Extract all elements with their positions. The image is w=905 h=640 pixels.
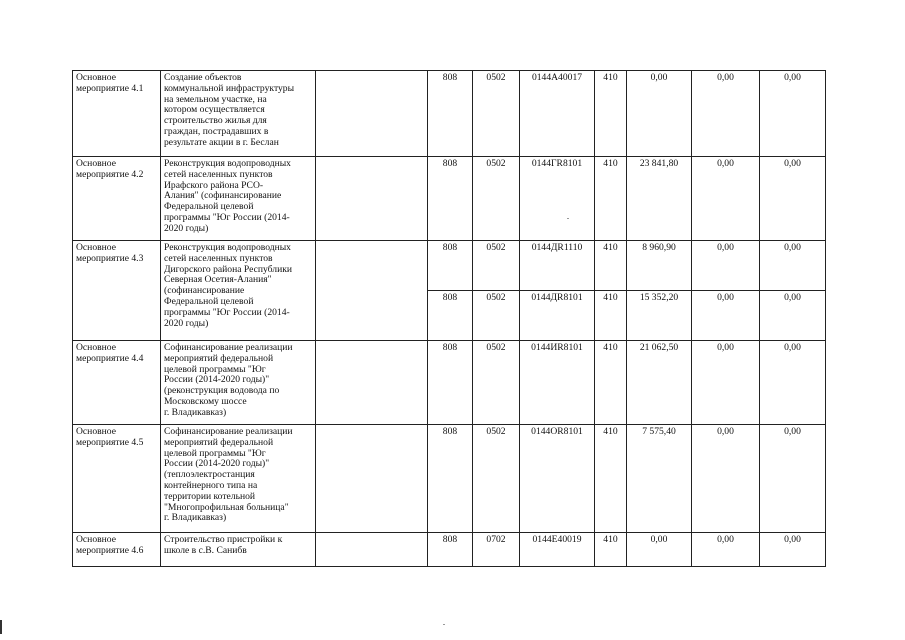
empty-cell bbox=[316, 425, 428, 533]
empty-cell bbox=[316, 71, 428, 157]
empty-cell bbox=[316, 157, 428, 241]
amount-cell: 7 575,40 bbox=[627, 425, 692, 533]
amount-cell: 0,00 bbox=[692, 241, 760, 291]
event-cell: Основное мероприятие 4.5 bbox=[73, 425, 161, 533]
amount-cell: 0,00 bbox=[692, 291, 760, 341]
amount-cell: 0,00 bbox=[760, 157, 826, 241]
target-article-cell: 0144ГR8101 bbox=[520, 157, 595, 241]
expense-type-cell: 410 bbox=[595, 533, 627, 567]
table-row bbox=[73, 425, 826, 533]
amount-cell: 0,00 bbox=[627, 71, 692, 157]
table-row bbox=[73, 341, 826, 425]
event-cell: Основное мероприятие 4.1 bbox=[73, 71, 161, 157]
expense-type-cell: 410 bbox=[595, 71, 627, 157]
target-article-cell: 0144ДR1110 bbox=[520, 241, 595, 291]
table-row bbox=[73, 71, 826, 157]
grbs-cell: 808 bbox=[428, 241, 473, 291]
grbs-cell: 808 bbox=[428, 71, 473, 157]
section-cell: 0502 bbox=[473, 291, 520, 341]
description-cell: Софинансирование реализации мероприятий федеральной целевой программы "Юг России (2014-2020 годы)" (теплоэлектростанция контейнерного типа на территории котельной "Многопрофильная больница" г. Владикавказ) bbox=[161, 425, 316, 533]
amount-cell: 0,00 bbox=[692, 71, 760, 157]
amount-cell: 8 960,90 bbox=[627, 241, 692, 291]
expense-type-cell: 410 bbox=[595, 241, 627, 291]
event-cell: Основное мероприятие 4.4 bbox=[73, 341, 161, 425]
table-row bbox=[73, 533, 826, 567]
table-row bbox=[73, 157, 826, 241]
budget-table bbox=[72, 70, 826, 567]
amount-cell: 0,00 bbox=[692, 157, 760, 241]
section-cell: 0502 bbox=[473, 425, 520, 533]
scan-edge-mark bbox=[0, 620, 2, 634]
amount-cell: 21 062,50 bbox=[627, 341, 692, 425]
grbs-cell: 808 bbox=[428, 157, 473, 241]
section-cell: 0502 bbox=[473, 157, 520, 241]
description-cell: Реконструкция водопроводных сетей населенных пунктов Дигорского района Республики Северная Осетия-Алания" (софинансирование Федеральной целевой программы "Юг России (2014- 2020 годы) bbox=[161, 241, 316, 341]
section-cell: 0502 bbox=[473, 71, 520, 157]
amount-cell: 23 841,80 bbox=[627, 157, 692, 241]
amount-cell: 0,00 bbox=[760, 425, 826, 533]
amount-cell: 0,00 bbox=[692, 425, 760, 533]
table-row bbox=[73, 241, 826, 291]
empty-cell bbox=[316, 241, 428, 341]
grbs-cell: 808 bbox=[428, 533, 473, 567]
section-cell: 0502 bbox=[473, 241, 520, 291]
section-cell: 0702 bbox=[473, 533, 520, 567]
expense-type-cell: 410 bbox=[595, 341, 627, 425]
expense-type-cell: 410 bbox=[595, 291, 627, 341]
grbs-cell: 808 bbox=[428, 341, 473, 425]
scan-speck bbox=[443, 624, 445, 625]
empty-cell bbox=[316, 341, 428, 425]
scan-speck bbox=[567, 218, 569, 219]
amount-cell: 0,00 bbox=[692, 533, 760, 567]
grbs-cell: 808 bbox=[428, 291, 473, 341]
expense-type-cell: 410 bbox=[595, 157, 627, 241]
event-cell: Основное мероприятие 4.6 bbox=[73, 533, 161, 567]
description-cell: Строительство пристройки к школе в с.В. Санибв bbox=[161, 533, 316, 567]
description-cell: Софинансирование реализации мероприятий федеральной целевой программы "Юг России (2014-2020 годы)" (реконструкция водовода по Московскому шоссе г. Владикавказ) bbox=[161, 341, 316, 425]
section-cell: 0502 bbox=[473, 341, 520, 425]
empty-cell bbox=[316, 533, 428, 567]
target-article-cell: 0144ДR8101 bbox=[520, 291, 595, 341]
amount-cell: 15 352,20 bbox=[627, 291, 692, 341]
description-cell: Реконструкция водопроводных сетей населенных пунктов Ирафского района РСО- Алания" (софинансирование Федеральной целевой программы "Юг России (2014- 2020 годы) bbox=[161, 157, 316, 241]
amount-cell: 0,00 bbox=[760, 241, 826, 291]
amount-cell: 0,00 bbox=[760, 71, 826, 157]
amount-cell: 0,00 bbox=[692, 341, 760, 425]
target-article-cell: 0144OR8101 bbox=[520, 425, 595, 533]
description-cell: Создание объектов коммунальной инфраструктуры на земельном участке, на котором осуществляется строительство жилья для граждан, пострадавших в результате акции в г. Беслан bbox=[161, 71, 316, 157]
event-cell: Основное мероприятие 4.3 bbox=[73, 241, 161, 341]
event-cell: Основное мероприятие 4.2 bbox=[73, 157, 161, 241]
expense-type-cell: 410 bbox=[595, 425, 627, 533]
amount-cell: 0,00 bbox=[760, 341, 826, 425]
target-article-cell: 0144ИR8101 bbox=[520, 341, 595, 425]
amount-cell: 0,00 bbox=[760, 533, 826, 567]
target-article-cell: 0144А40017 bbox=[520, 71, 595, 157]
target-article-cell: 0144E40019 bbox=[520, 533, 595, 567]
amount-cell: 0,00 bbox=[627, 533, 692, 567]
grbs-cell: 808 bbox=[428, 425, 473, 533]
amount-cell: 0,00 bbox=[760, 291, 826, 341]
